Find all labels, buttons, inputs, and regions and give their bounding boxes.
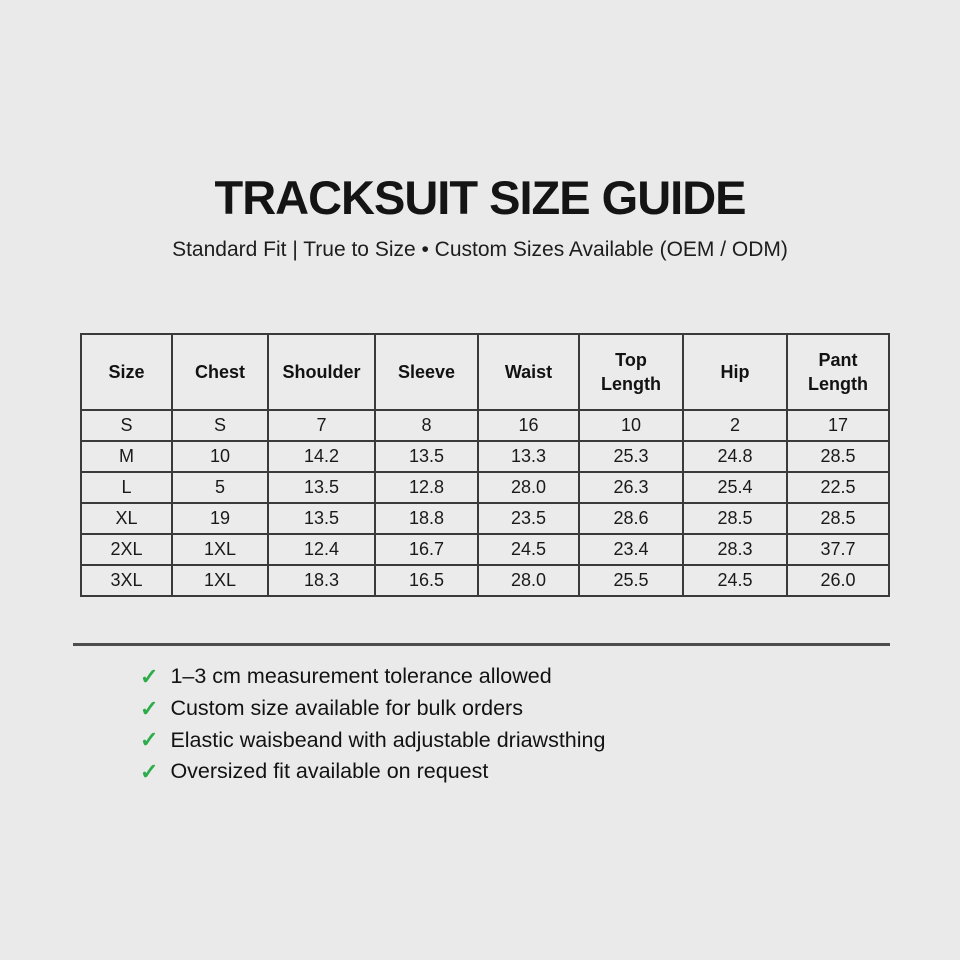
table-cell: 10 (579, 410, 683, 441)
table-cell: 37.7 (787, 534, 889, 565)
table-cell: 24.5 (683, 565, 787, 596)
table-cell: 14.2 (268, 441, 375, 472)
checkmark-icon: ✓ (140, 663, 159, 689)
page-title: TRACKSUIT SIZE GUIDE (214, 171, 746, 224)
note-item (140, 661, 605, 693)
column-header: Sleeve (375, 334, 478, 410)
table-header-row (81, 334, 889, 410)
table-cell: 26.0 (787, 565, 889, 596)
table-cell: 16.5 (375, 565, 478, 596)
table-cell: 24.8 (683, 441, 787, 472)
table-cell: 16.7 (375, 534, 478, 565)
note-item (140, 693, 605, 725)
table-cell: 28.5 (787, 441, 889, 472)
table-cell: M (81, 441, 172, 472)
note-item (140, 756, 605, 788)
table-cell: 25.5 (579, 565, 683, 596)
table-cell: 22.5 (787, 472, 889, 503)
table-cell: 28.5 (787, 503, 889, 534)
table-row (81, 534, 889, 565)
table-cell: 3XL (81, 565, 172, 596)
column-header: Size (81, 334, 172, 410)
note-text: 1–3 cm measurement tolerance allowed (170, 664, 552, 689)
note-text: Custom size available for bulk orders (170, 696, 523, 721)
table-cell: 26.3 (579, 472, 683, 503)
checkmark-icon: ✓ (140, 695, 159, 721)
table-cell: 13.3 (478, 441, 579, 472)
checkmark-icon: ✓ (140, 758, 159, 784)
table-cell: L (81, 472, 172, 503)
table-row (81, 565, 889, 596)
table-cell: 12.8 (375, 472, 478, 503)
table-cell: 28.3 (683, 534, 787, 565)
table-cell: S (172, 410, 268, 441)
note-text: Oversized fit available on request (170, 759, 489, 784)
table-cell: S (81, 410, 172, 441)
table-cell: 13.5 (268, 503, 375, 534)
table-row (81, 472, 889, 503)
table-cell: 2XL (81, 534, 172, 565)
table-row (81, 410, 889, 441)
table-row (81, 441, 889, 472)
table-cell: 13.5 (375, 441, 478, 472)
table-cell: 28.0 (478, 472, 579, 503)
table-cell: 18.3 (268, 565, 375, 596)
table-cell: 2 (683, 410, 787, 441)
note-item (140, 724, 605, 756)
table-cell: 7 (268, 410, 375, 441)
column-header: Top Length (579, 334, 683, 410)
column-header: Hip (683, 334, 787, 410)
table-cell: 28.6 (579, 503, 683, 534)
column-header: Chest (172, 334, 268, 410)
table-cell: 18.8 (375, 503, 478, 534)
table-cell: 16 (478, 410, 579, 441)
page-subtitle: Standard Fit | True to Size • Custom Sizes Available (OEM / ODM) (172, 238, 788, 261)
section-divider (73, 643, 890, 646)
column-header: Pant Length (787, 334, 889, 410)
table-row (81, 503, 889, 534)
table-cell: 23.5 (478, 503, 579, 534)
table-cell: 25.4 (683, 472, 787, 503)
table-cell: 5 (172, 472, 268, 503)
table-cell: 1XL (172, 534, 268, 565)
table-cell: 23.4 (579, 534, 683, 565)
table-cell: 13.5 (268, 472, 375, 503)
table-cell: 25.3 (579, 441, 683, 472)
table-cell: XL (81, 503, 172, 534)
size-chart-table (80, 333, 890, 597)
table-cell: 12.4 (268, 534, 375, 565)
table-cell: 19 (172, 503, 268, 534)
column-header: Shoulder (268, 334, 375, 410)
column-header: Waist (478, 334, 579, 410)
table-cell: 1XL (172, 565, 268, 596)
table-cell: 17 (787, 410, 889, 441)
notes-list (140, 661, 605, 788)
table-cell: 28.5 (683, 503, 787, 534)
note-text: Elastic waisbeand with adjustable driawsthing (170, 727, 606, 752)
table-cell: 28.0 (478, 565, 579, 596)
table-body (81, 410, 889, 596)
table-cell: 24.5 (478, 534, 579, 565)
checkmark-icon: ✓ (140, 727, 159, 753)
table-cell: 10 (172, 441, 268, 472)
table-cell: 8 (375, 410, 478, 441)
